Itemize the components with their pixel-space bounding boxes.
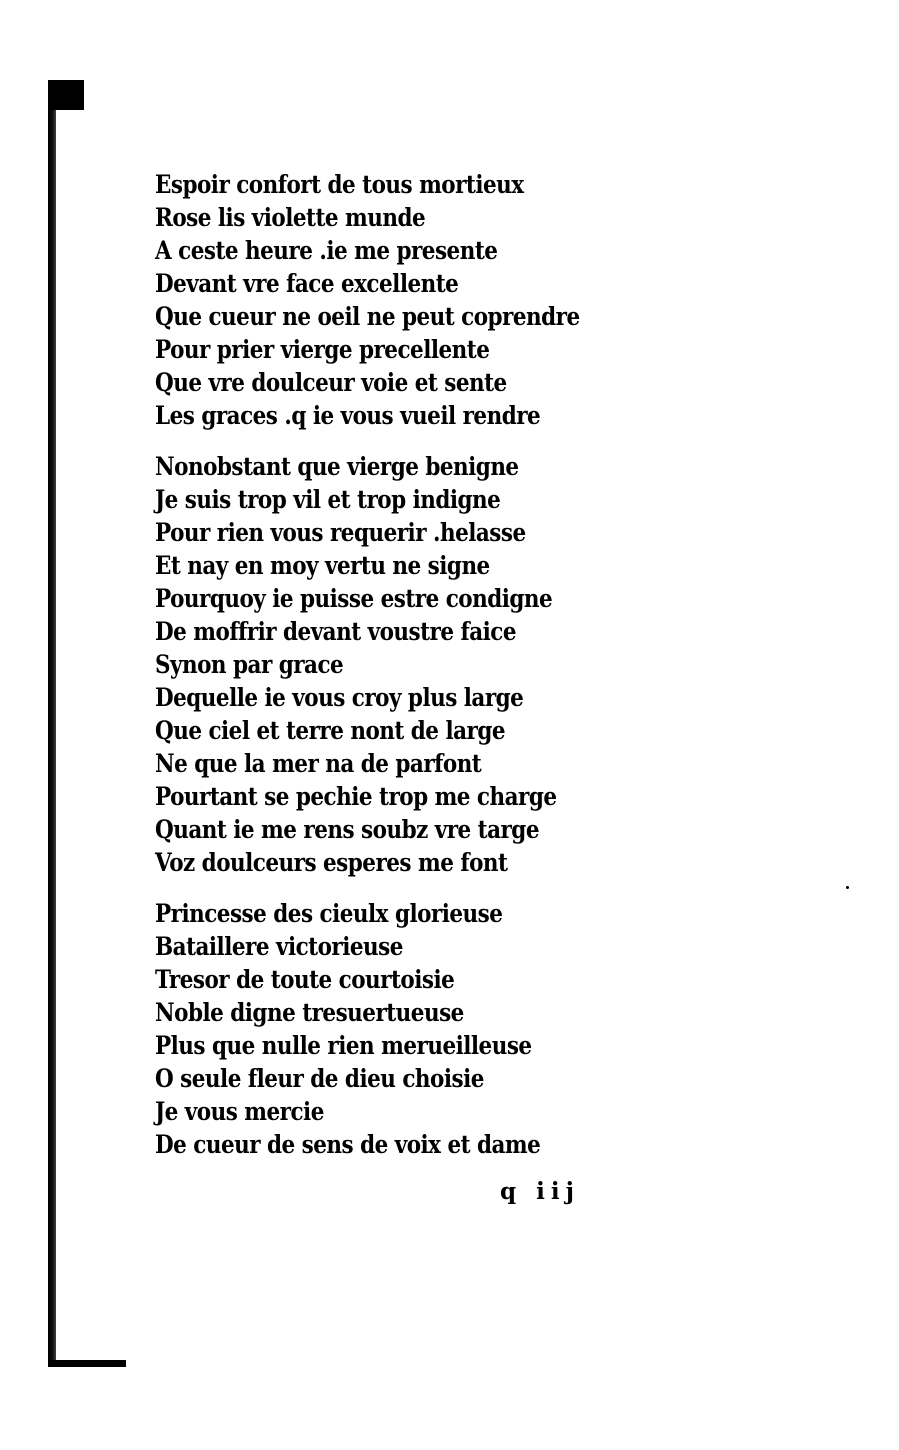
verse-line: Noble digne tresuertueuse: [155, 998, 464, 1027]
verse-line: Devant vre face excellente: [155, 269, 459, 298]
verse-line: Rose lis violette munde: [155, 203, 426, 232]
page-binding-edge: [48, 110, 56, 1362]
verse-line: Pour prier vierge precellente: [155, 335, 490, 364]
stanza-2: [155, 450, 625, 879]
verse-line: O seule fleur de dieu choisie: [155, 1064, 484, 1093]
verse-line: Pourtant se pechie trop me charge: [155, 782, 557, 811]
verse-line: Pour rien vous requerir .helasse: [155, 518, 526, 547]
verse-line: Dequelle ie vous croy plus large: [155, 683, 524, 712]
poem-text: [155, 168, 625, 1179]
stanza-3: [155, 897, 625, 1161]
verse-line: Plus que nulle rien merueilleuse: [155, 1031, 532, 1060]
verse-line: Que cueur ne oeil ne peut coprendre: [155, 302, 580, 331]
verse-line: Tresor de toute courtoisie: [155, 965, 455, 994]
verse-line: Espoir confort de tous mortieux: [155, 170, 524, 199]
verse-line: Je suis trop vil et trop indigne: [155, 485, 501, 514]
verse-line: Je vous mercie: [155, 1097, 324, 1126]
verse-line: Ne que la mer na de parfont: [155, 749, 482, 778]
verse-line: Synon par grace: [155, 650, 344, 679]
verse-line: Voz doulceurs esperes me font: [155, 848, 508, 877]
verse-line: A ceste heure .ie me presente: [155, 236, 498, 265]
verse-line: De moffrir devant voustre faice: [155, 617, 517, 646]
ink-speck: [846, 886, 849, 889]
verse-line: Les graces .q ie vous vueil rendre: [155, 401, 541, 430]
verse-line: Que ciel et terre nont de large: [155, 716, 506, 745]
verse-line: Et nay en moy vertu ne signe: [155, 551, 490, 580]
verse-line: De cueur de sens de voix et dame: [155, 1130, 541, 1159]
signature-mark: q iij: [500, 1178, 580, 1205]
verse-line: Que vre doulceur voie et sente: [155, 368, 507, 397]
verse-line: Bataillere victorieuse: [155, 932, 403, 961]
verse-line: Nonobstant que vierge benigne: [155, 452, 519, 481]
verse-line: Princesse des cieulx glorieuse: [155, 899, 503, 928]
verse-line: Pourquoy ie puisse estre condigne: [155, 584, 553, 613]
stanza-1: [155, 168, 625, 432]
bottom-margin-rule: [48, 1360, 126, 1367]
verse-line: Quant ie me rens soubz vre targe: [155, 815, 539, 844]
corner-mark: [48, 80, 84, 110]
